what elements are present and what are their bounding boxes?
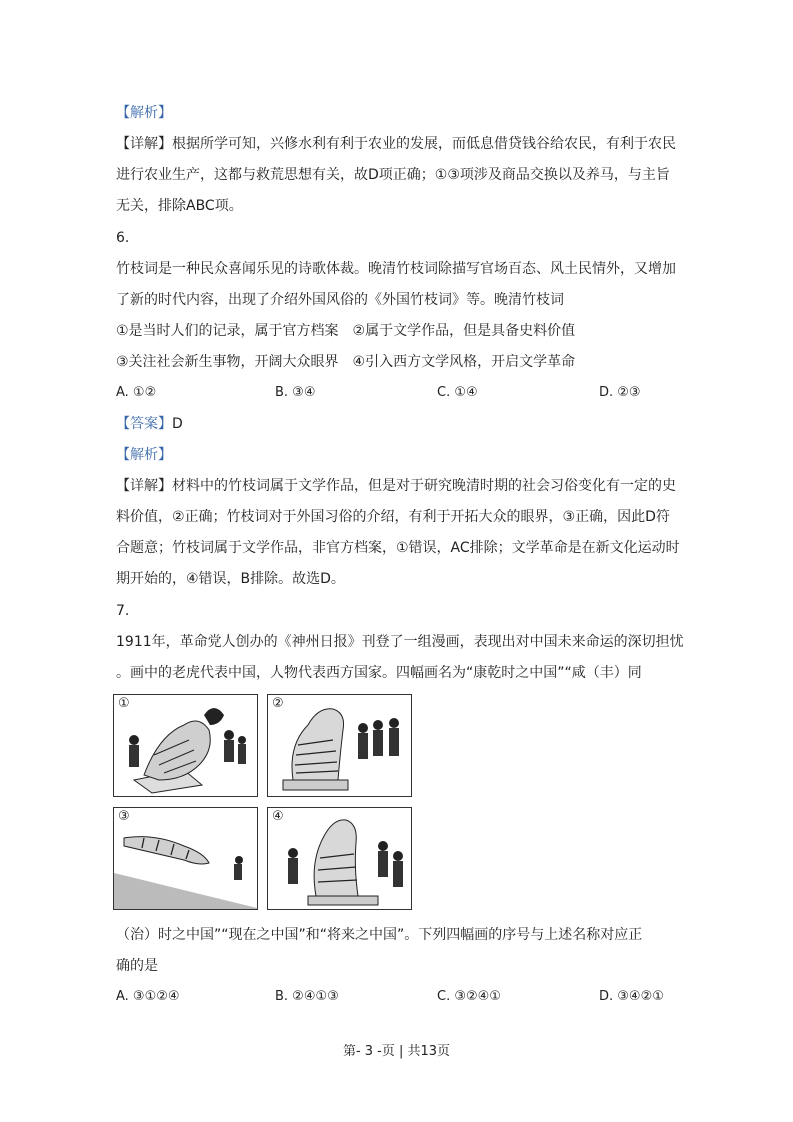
q6-number: 6.	[116, 230, 130, 246]
q5-analysis-label: 【解析】	[116, 105, 172, 121]
q6-answer-line	[116, 414, 183, 434]
q6-stem-line-3: ①是当时人们的记录，属于官方档案 ②属于文学作品，但是具备史料价值	[116, 323, 576, 339]
q7-option-c: C. ③②④①	[437, 989, 501, 1004]
cartoon-3-drawing	[114, 808, 257, 909]
q6-answer-label: 【答案】	[116, 416, 172, 432]
q6-detail-line-4: 期开始的，④错误，B排除。故选D。	[116, 571, 345, 587]
q6-option-a: A. ①②	[116, 385, 157, 400]
q7-after-line-2: 确的是	[116, 958, 158, 974]
q5-detail-line-2: 进行农业生产，这都与救荒思想有关，故D项正确；①③项涉及商品交换以及养马，与主旨	[116, 167, 670, 183]
q6-detail-line-1	[116, 476, 676, 496]
q6-answer-value: D	[172, 416, 183, 432]
q5-detail-text-1: 根据所学可知，兴修水利有利于农业的发展，而低息借贷钱谷给农民，有利于农民	[172, 136, 676, 152]
q7-stem-line-1: 1911年，革命党人创办的《神州日报》刊登了一组漫画，表现出对中国未来命运的深切担忧	[116, 634, 684, 650]
cartoon-1-drawing	[114, 695, 257, 796]
q6-stem-line-1: 竹枝词是一种民众喜闻乐见的诗歌体裁。晚清竹枝词除描写官场百态、风土民情外，又增加	[116, 261, 676, 277]
cartoon-panel-2	[267, 694, 412, 797]
cartoon-panel-4	[267, 807, 412, 910]
q7-stem-line-2: 。画中的老虎代表中国，人物代表西方国家。四幅画名为“康乾时之中国”“咸（丰）同	[116, 665, 642, 681]
q6-option-d: D. ②③	[599, 385, 641, 400]
q7-option-a: A. ③①②④	[116, 989, 180, 1004]
panel-3-number: ③	[118, 809, 130, 824]
q6-detail-label: 【详解】	[116, 478, 172, 494]
q6-option-b: B. ③④	[275, 385, 316, 400]
panel-4-number: ④	[272, 809, 284, 824]
q7-number: 7.	[116, 603, 130, 619]
q6-stem-line-2: 了新的时代内容，出现了介绍外国风俗的《外国竹枝词》等。晚清竹枝词	[116, 292, 564, 308]
q7-after-line-1: （治）时之中国”“现在之中国”和“将来之中国”。下列四幅画的序号与上述名称对应正	[116, 927, 643, 943]
q6-option-c: C. ①④	[437, 385, 478, 400]
q6-detail-text-1: 材料中的竹枝词属于文学作品，但是对于研究晚清时期的社会习俗变化有一定的史	[172, 478, 676, 494]
panel-1-number: ①	[118, 696, 130, 711]
panel-2-number: ②	[272, 696, 284, 711]
cartoon-panel-1	[113, 694, 258, 797]
q7-option-b: B. ②④①③	[275, 989, 339, 1004]
page-footer: 第- 3 -页 | 共13页	[342, 1044, 451, 1059]
cartoon-4-drawing	[268, 808, 411, 909]
q5-detail-label: 【详解】	[116, 136, 172, 152]
q7-option-d: D. ③④②①	[599, 989, 664, 1004]
cartoon-2-drawing	[268, 695, 411, 796]
q5-detail-line-1	[116, 134, 676, 154]
q5-detail-line-3: 无关，排除ABC项。	[116, 198, 243, 214]
q6-stem-line-4: ③关注社会新生事物，开阔大众眼界 ④引入西方文学风格，开启文学革命	[116, 354, 576, 370]
q6-detail-line-3: 合题意；竹枝词属于文学作品，非官方档案，①错误，AC排除；文学革命是在新文化运动时	[116, 540, 680, 556]
q6-analysis-label: 【解析】	[116, 447, 172, 463]
q6-detail-line-2: 料价值，②正确；竹枝词对于外国习俗的介绍，有利于开拓大众的眼界，③正确，因此D符	[116, 509, 670, 525]
cartoon-panel-3	[113, 807, 258, 910]
